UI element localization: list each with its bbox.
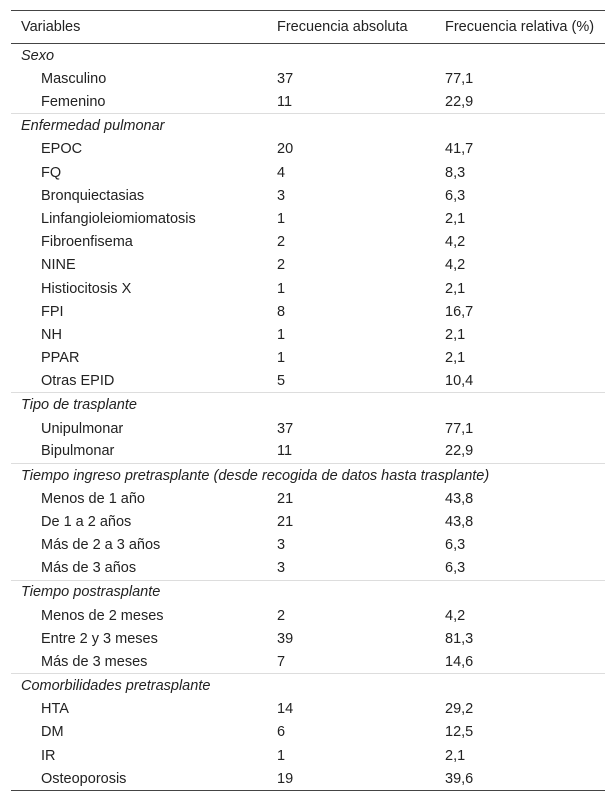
table-row (11, 627, 605, 650)
absolute-frequency-cell: 3 (277, 537, 286, 554)
relative-frequency-cell: 29,2 (445, 701, 474, 718)
table-body (11, 44, 605, 791)
relative-frequency-cell: 2,1 (445, 326, 466, 343)
variable-cell: Entre 2 y 3 meses (41, 630, 158, 647)
relative-frequency-cell: 10,4 (445, 373, 474, 390)
variable-cell: Bipulmonar (41, 443, 115, 460)
relative-frequency-cell: 6,3 (445, 560, 466, 577)
absolute-frequency-cell: 3 (277, 560, 286, 577)
absolute-frequency-cell: 2 (277, 234, 286, 251)
header-variables: Variables (11, 11, 277, 44)
variable-cell: De 1 a 2 años (41, 514, 132, 531)
absolute-frequency-cell: 14 (277, 701, 294, 718)
relative-frequency-cell: 16,7 (445, 303, 474, 320)
absolute-frequency-cell: 21 (277, 490, 294, 507)
table-row (11, 254, 605, 277)
variable-cell: Osteoporosis (11, 767, 277, 790)
table-row (11, 698, 605, 721)
relative-frequency-cell: 81,3 (445, 630, 474, 647)
variable-cell: NINE (41, 257, 76, 274)
absolute-frequency-cell: 20 (277, 141, 294, 158)
variable-cell: PPAR (41, 350, 80, 367)
table-row (11, 767, 605, 790)
table-row (11, 277, 605, 300)
relative-frequency-cell: 6,3 (445, 187, 466, 204)
section-row (11, 463, 605, 487)
table-row (11, 744, 605, 767)
relative-frequency-cell: 77,1 (445, 71, 474, 88)
variable-cell: Unipulmonar (41, 420, 124, 437)
relative-frequency-cell: 2,1 (445, 280, 466, 297)
variable-cell: Fibroenfisema (41, 234, 133, 251)
header-absolute-frequency: Frecuencia absoluta (277, 11, 445, 44)
table-row (11, 370, 605, 393)
relative-frequency-cell: 22,9 (445, 94, 474, 111)
relative-frequency-cell: 41,7 (445, 141, 474, 158)
absolute-frequency-cell: 21 (277, 514, 294, 531)
section-title: Tiempo postrasplante (11, 580, 605, 604)
absolute-frequency-cell: 4 (277, 164, 286, 181)
variable-cell: FQ (41, 164, 62, 181)
section-title: Sexo (21, 47, 55, 64)
relative-frequency-cell: 4,2 (445, 607, 466, 624)
relative-frequency-cell: 77,1 (445, 420, 474, 437)
absolute-frequency-cell: 1 (277, 326, 286, 343)
absolute-frequency-cell: 1 (277, 211, 286, 228)
table-row (11, 347, 605, 370)
variable-cell: HTA (41, 701, 69, 718)
relative-frequency-cell: 14,6 (445, 653, 474, 670)
absolute-frequency-cell: 37 (277, 71, 294, 88)
relative-frequency-cell: 12,5 (445, 724, 474, 741)
absolute-frequency-cell: 11 (277, 443, 293, 460)
variable-cell: Femenino (41, 94, 106, 111)
relative-frequency-cell: 4,2 (445, 234, 466, 251)
table-row (11, 91, 605, 114)
relative-frequency-cell: 4,2 (445, 257, 466, 274)
section-title: Enfermedad pulmonar (11, 114, 605, 138)
table-row (11, 487, 605, 510)
variable-cell: Masculino (41, 71, 107, 88)
variable-cell: Histiocitosis X (41, 280, 132, 297)
variable-cell: Menos de 2 meses (41, 607, 164, 624)
header-relative-frequency: Frecuencia relativa (%) (445, 11, 605, 44)
table-row (11, 68, 605, 91)
section-row (11, 393, 605, 417)
frequency-table (11, 10, 605, 791)
variable-cell: EPOC (41, 141, 83, 158)
table-row (11, 511, 605, 534)
variable-cell: Linfangioleiomiomatosis (41, 211, 196, 228)
table-row (11, 650, 605, 673)
section-row (11, 674, 605, 698)
relative-frequency-cell: 2,1 (445, 211, 466, 228)
absolute-frequency-cell: 39 (277, 630, 294, 647)
absolute-frequency-cell: 8 (277, 303, 286, 320)
table-row (11, 440, 605, 463)
section-row (11, 44, 605, 68)
variable-cell: DM (41, 724, 64, 741)
table-row (11, 323, 605, 346)
absolute-frequency-cell: 37 (277, 420, 294, 437)
relative-frequency-cell: 2,1 (445, 747, 466, 764)
table-row (11, 557, 605, 580)
section-row (11, 580, 605, 604)
variable-cell: Otras EPID (41, 373, 115, 390)
variable-cell: FPI (41, 303, 64, 320)
section-title: Comorbilidades pretrasplante (11, 674, 605, 698)
table-row (11, 231, 605, 254)
variable-cell: Más de 3 años (41, 560, 137, 577)
variable-cell: Más de 3 meses (41, 653, 148, 670)
absolute-frequency-cell: 7 (277, 653, 286, 670)
absolute-frequency-cell: 1 (277, 280, 286, 297)
variable-cell: IR (41, 747, 56, 764)
absolute-frequency-cell: 5 (277, 373, 286, 390)
variable-cell: Más de 2 a 3 años (41, 537, 161, 554)
table-header-row (11, 11, 605, 44)
section-row (11, 114, 605, 138)
absolute-frequency-cell: 2 (277, 257, 286, 274)
absolute-frequency-cell: 6 (277, 724, 286, 741)
table-row (11, 417, 605, 440)
relative-frequency-cell: 2,1 (445, 350, 466, 367)
table-row (11, 534, 605, 557)
table-row (11, 300, 605, 323)
table-row (11, 604, 605, 627)
section-title: Tiempo ingreso pretrasplante (desde recogida de datos hasta trasplante) (11, 463, 605, 487)
absolute-frequency-cell: 1 (277, 747, 286, 764)
table-row (11, 207, 605, 230)
relative-frequency-cell: 43,8 (445, 514, 474, 531)
variable-cell: Menos de 1 año (41, 490, 145, 507)
absolute-frequency-cell: 3 (277, 187, 286, 204)
table-row (11, 721, 605, 744)
relative-frequency-cell: 22,9 (445, 443, 474, 460)
absolute-frequency-cell: 2 (277, 607, 286, 624)
table-row (11, 184, 605, 207)
absolute-frequency-cell: 11 (277, 94, 293, 111)
variable-cell: NH (41, 326, 62, 343)
table-row (11, 161, 605, 184)
relative-frequency-cell: 8,3 (445, 164, 466, 181)
absolute-frequency-cell: 19 (277, 767, 445, 790)
variable-cell: Bronquiectasias (41, 187, 145, 204)
relative-frequency-cell: 39,6 (445, 767, 605, 790)
absolute-frequency-cell: 1 (277, 350, 286, 367)
table-row (11, 138, 605, 161)
relative-frequency-cell: 43,8 (445, 490, 474, 507)
relative-frequency-cell: 6,3 (445, 537, 466, 554)
section-title: Tipo de trasplante (11, 393, 605, 417)
